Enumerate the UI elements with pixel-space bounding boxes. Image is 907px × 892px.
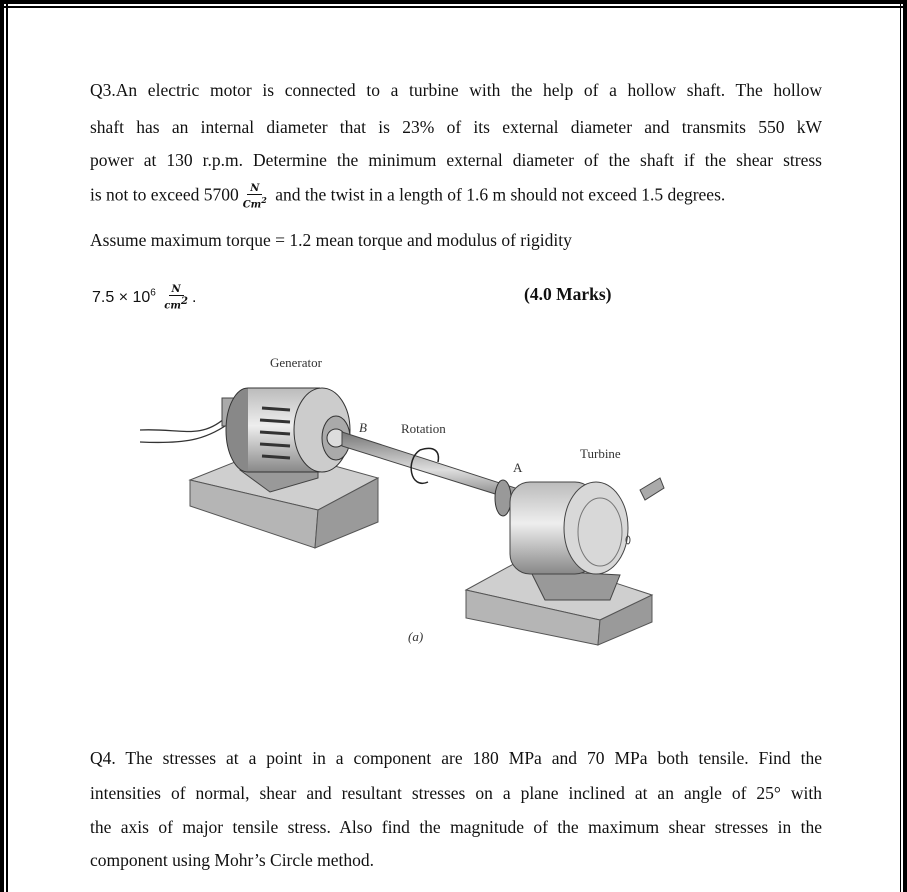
q4-line-4: component using Mohr’s Circle method. [90,850,375,870]
q3-line-5: Assume maximum torque = 1.2 mean torque and modulus of rigidity [90,230,572,250]
q3-line-3: power at 130 r.p.m. Determine the minimum external diameter of the shaft if the shear stress [90,150,822,170]
label-point-a: A [513,460,523,475]
q3-line-2: shaft has an internal diameter that is 23% of its external diameter and transmits 550 kW [90,117,822,137]
q3-line-4-start: is not to exceed 5700 [90,184,239,205]
label-point-b: B [359,420,367,435]
label-rotation: Rotation [401,421,446,436]
modulus-period: . [191,288,197,306]
modulus-value: 7.5 × 10 [92,288,151,306]
unit-exp: 2 [261,195,267,205]
q4-line-2: intensities of normal, shear and resultant stresses on a plane inclined at an angle of 25° with [90,783,822,803]
modulus-unit-num: N [169,284,184,296]
figure-caption: (a) [408,629,424,644]
coupling-a [495,480,511,516]
generator-wires [140,418,228,442]
modulus-unit-exp: 2 [180,296,188,307]
unit-numerator: N [247,183,262,195]
marks-label: (4.0 Marks) [524,284,612,304]
unit-den-text: Cm [242,199,262,211]
modulus-unit-den-text: cm [164,300,181,312]
q4-line-3: the axis of major tensile stress. Also find the magnitude of the maximum shear stresses in the [90,817,822,837]
q3-line-1: Q3.An electric motor is connected to a turbine with the help of a hollow shaft. The hollow [90,80,822,100]
q3-line-4-end: and the twist in a length of 1.6 m should not exceed 1.5 degrees. [275,184,726,205]
label-generator: Generator [270,355,322,370]
modulus-exp: 6 [150,287,156,299]
q4-line-1: Q4. The stresses at a point in a component are 180 MPa and 70 MPa both tensile. Find the [90,748,822,768]
label-turbine: Turbine [580,446,621,461]
